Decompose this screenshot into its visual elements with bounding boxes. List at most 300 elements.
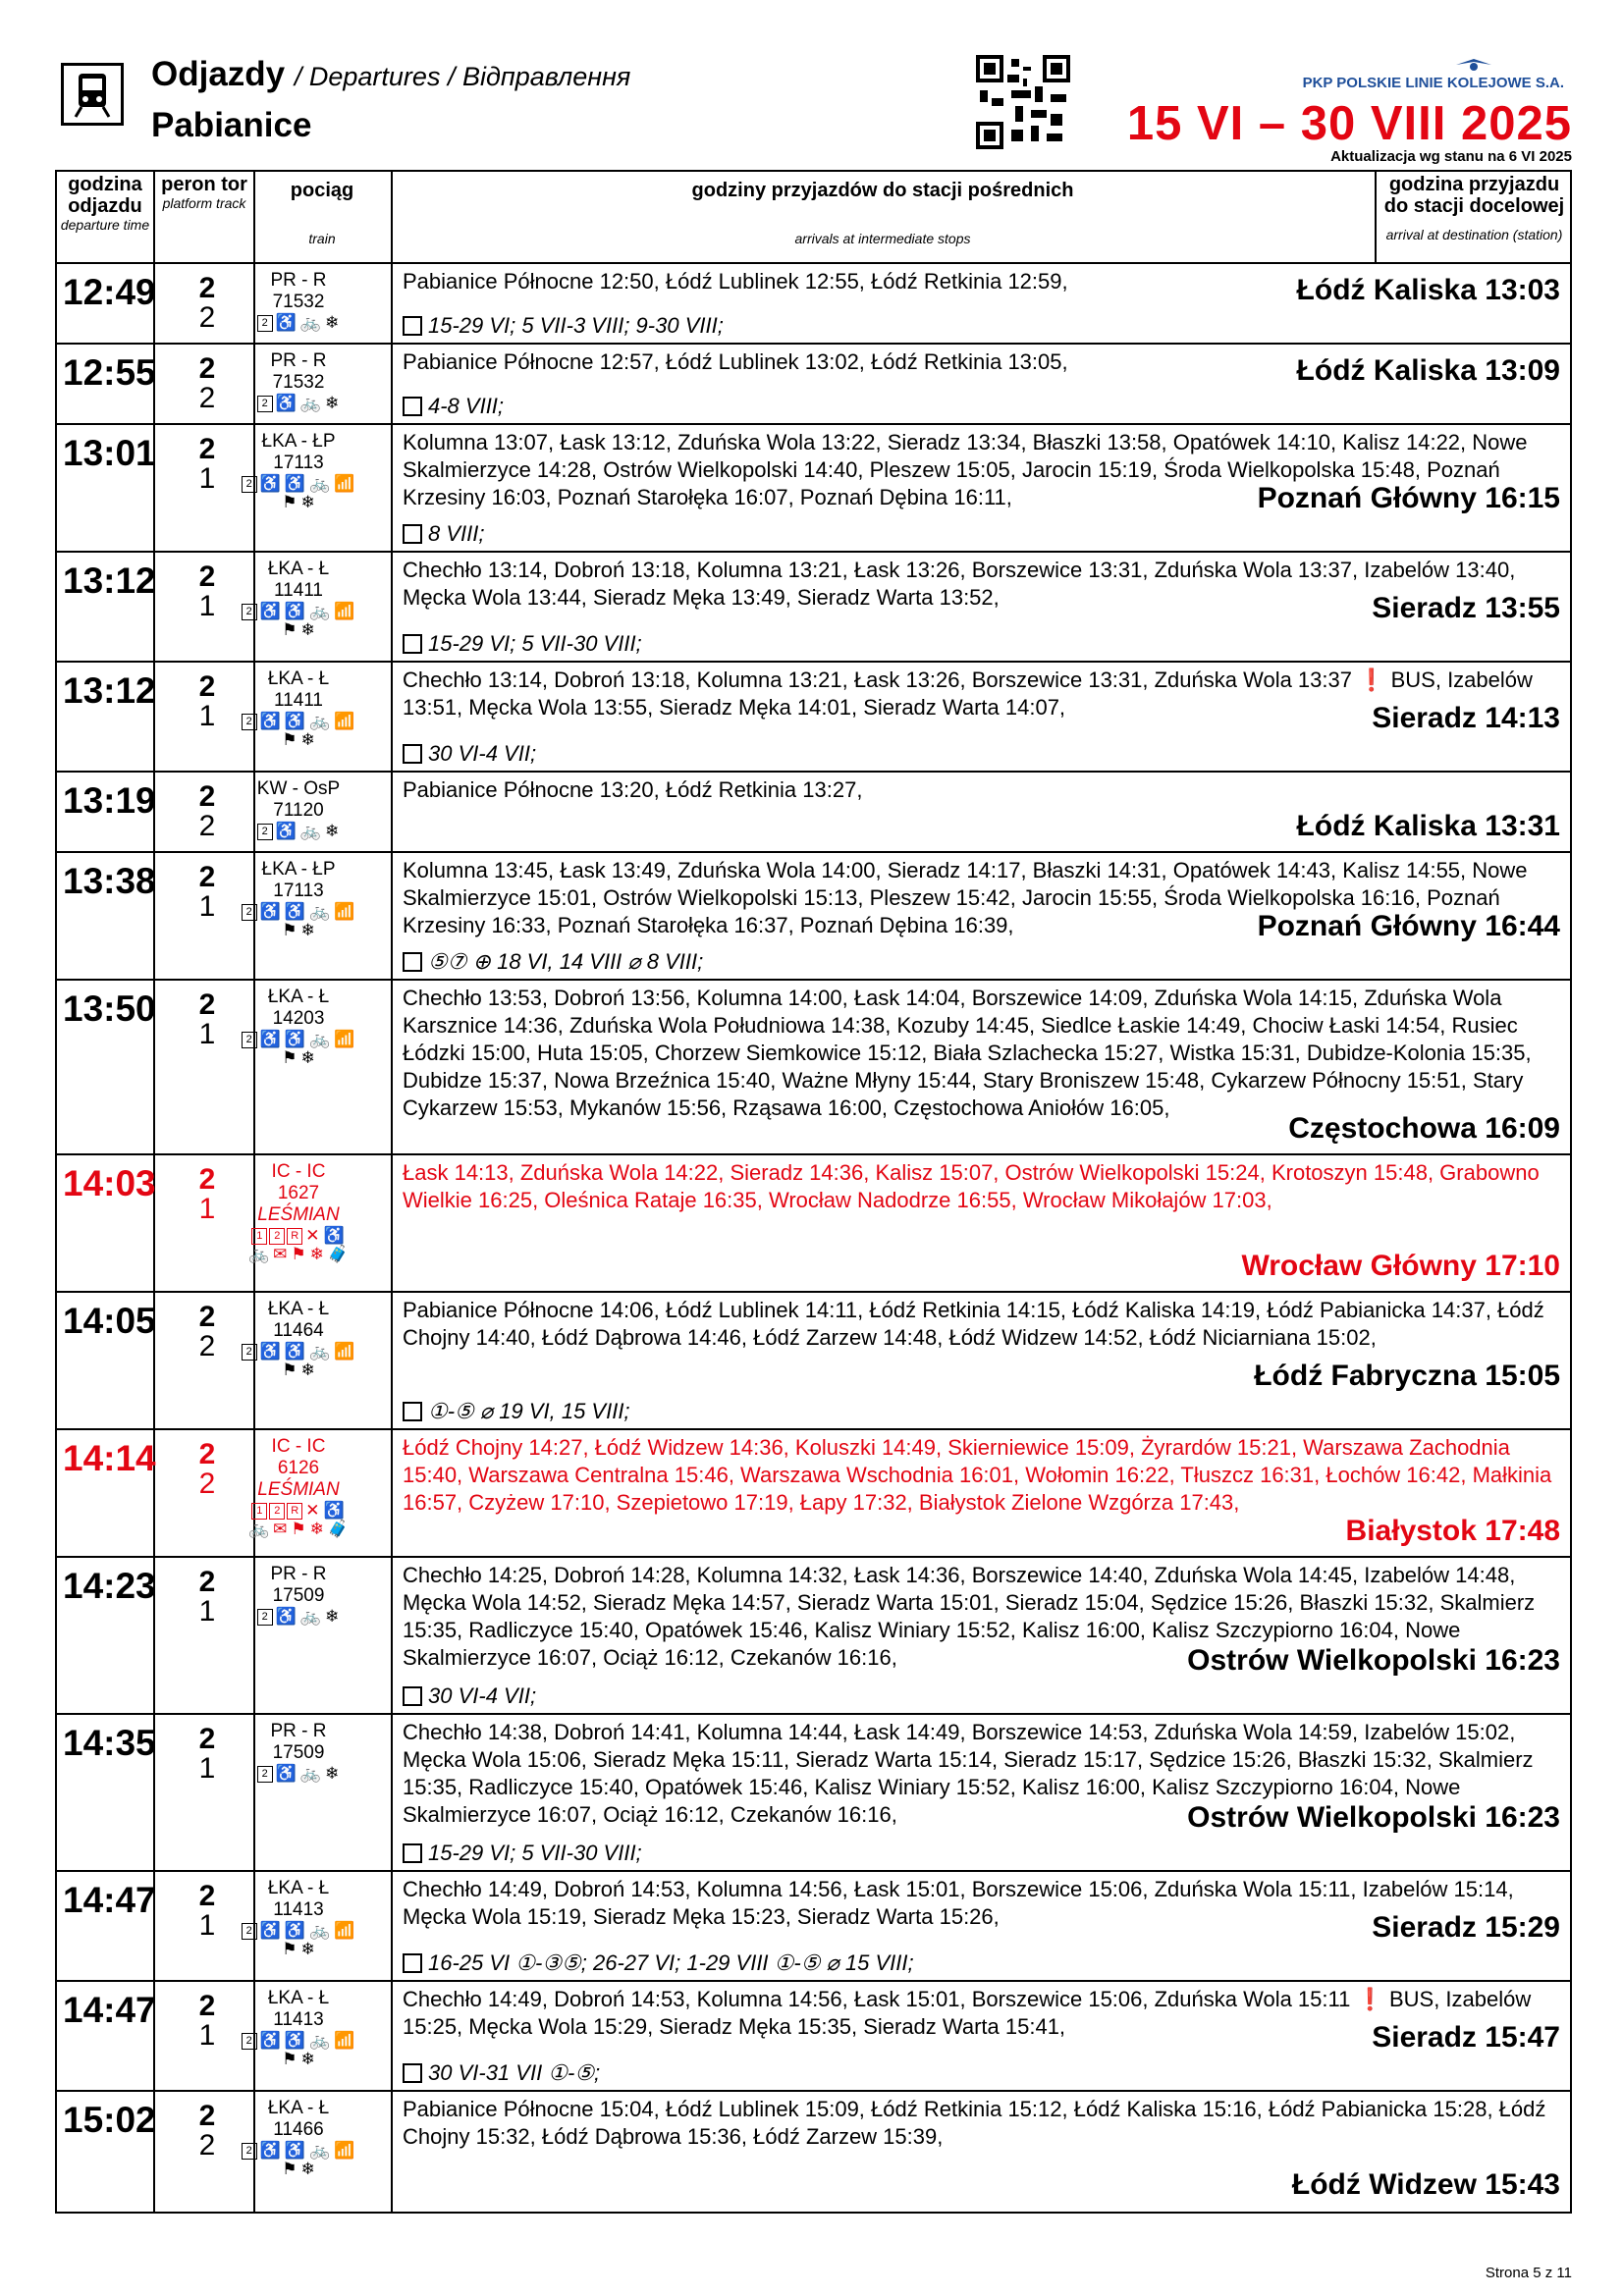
service-icon: ❄ <box>325 822 340 840</box>
train-number: 17509 <box>272 1585 325 1606</box>
platform-track <box>192 435 222 494</box>
service-icon: 🚲 <box>309 1921 331 1940</box>
departure-row <box>57 2092 1570 2212</box>
timetable <box>55 170 1572 2214</box>
track-number: 1 <box>198 1909 216 1942</box>
service-icon: ❄ <box>300 1048 315 1067</box>
platform-track <box>192 672 222 731</box>
departure-time: 13:12 <box>63 670 156 711</box>
train-number: 11464 <box>273 1320 324 1341</box>
service-icons <box>240 714 357 749</box>
platform-number: 2 <box>198 561 216 593</box>
train-number: 71120 <box>273 800 324 821</box>
service-icon: ❄ <box>300 921 315 939</box>
operator-name: PKP POLSKIE LINIE KOLEJOWE S.A. <box>1302 75 1564 91</box>
departure-time: 14:47 <box>63 1990 156 2030</box>
service-icon: ❄ <box>309 1520 324 1538</box>
destination: Ostrów Wielkopolski 16:23 <box>1187 1644 1560 1677</box>
track-number: 2 <box>198 1330 216 1362</box>
platform-number: 2 <box>198 1163 216 1196</box>
platform-track <box>192 562 222 621</box>
service-icon: ♿ <box>259 1030 281 1048</box>
track-number: 1 <box>198 1018 216 1050</box>
calendar-text: 8 VIII; <box>428 521 485 546</box>
track-number: 2 <box>198 2129 216 2162</box>
calendar-text: ①-⑤ ⌀ 19 VI, 15 VIII; <box>428 1399 630 1423</box>
train-info <box>240 1299 357 1379</box>
track-number: 1 <box>198 2019 216 2052</box>
departure-time: 14:23 <box>63 1566 156 1606</box>
destination: Poznań Główny 16:15 <box>1257 482 1560 514</box>
pkp-logo <box>1302 55 1572 94</box>
service-icons <box>240 396 357 412</box>
intermediate-stops: Chechło 14:49, Dobroń 14:53, Kolumna 14:56, Łask 15:01, Borszewice 15:06, Zduńska Wola 15:11, Izabelów 15:14, Męcka Wola 15:19, Sieradz Męka 15:23, Sieradz Warta 15:26, <box>403 1877 1514 1929</box>
calendar-note <box>403 1950 914 1976</box>
train-info <box>240 668 357 749</box>
track-number: 1 <box>198 1595 216 1628</box>
header <box>55 55 1572 171</box>
train-info <box>240 2098 357 2178</box>
departure-row <box>57 1558 1570 1715</box>
train-info <box>240 559 357 639</box>
service-icons <box>240 476 357 511</box>
service-icon: 🚲 <box>299 1607 322 1626</box>
platform-number: 2 <box>198 988 216 1021</box>
calendar-note <box>403 741 536 767</box>
platform-number: 2 <box>198 1566 216 1598</box>
intermediate-stops: Chechło 13:14, Dobroń 13:18, Kolumna 13:21, Łask 13:26, Borszewice 13:31, Zduńska Wola 13:37, Izabelów 13:40, Męcka Wola 13:44, Sieradz Męka 13:49, Sieradz Warta 13:52, <box>403 558 1516 610</box>
train-category: ŁKA - Ł <box>267 559 330 579</box>
platform-number: 2 <box>198 1990 216 2022</box>
platform-number: 2 <box>198 1880 216 1912</box>
intermediate-stops: Kolumna 13:45, Łask 13:49, Zduńska Wola 14:00, Sieradz 14:17, Błaszki 14:31, Opatówek 14:43, Kalisz 14:55, Nowe Skalmierzyce 15:01, Ostrów Wielkopolski 15:13, Pleszew 15:42, Jarocin 15:55, Środa Wielkopolska 16:16, Poznań Krzesiny 16:33, Poznań Starołęka 16:37, Poznań Dębina 16:39, <box>403 858 1528 937</box>
departure-time: 15:02 <box>63 2100 156 2140</box>
train-category: IC - IC <box>271 1161 326 1182</box>
platform-number: 2 <box>198 1301 216 1333</box>
departure-time: 13:01 <box>63 433 156 473</box>
departure-row <box>57 773 1570 853</box>
train-info <box>240 1878 357 1958</box>
platform-track <box>192 990 222 1049</box>
destination: Wrocław Główny 17:10 <box>1241 1250 1560 1282</box>
service-icons <box>240 824 357 840</box>
service-icon: ⚑ <box>282 921 298 939</box>
departure-time: 14:35 <box>63 1723 156 1763</box>
service-icon: 🚲 <box>309 2141 331 2160</box>
departure-row <box>57 853 1570 981</box>
service-icons <box>240 1228 357 1263</box>
platform-number: 2 <box>198 861 216 893</box>
train-category: IC - IC <box>271 1436 326 1457</box>
departure-row <box>57 1982 1570 2092</box>
track-number: 1 <box>198 890 216 923</box>
calendar-icon <box>403 634 422 654</box>
service-icon: ❄ <box>325 394 340 412</box>
calendar-note <box>403 631 642 657</box>
service-icon: ♿ <box>275 313 297 332</box>
service-icon: 🚲 <box>309 474 331 493</box>
train-number: 11411 <box>273 690 323 711</box>
calendar-note <box>403 521 484 547</box>
service-icon: ❄ <box>300 493 315 511</box>
intermediate-stops: Chechło 13:53, Dobroń 13:56, Kolumna 14:00, Łask 14:04, Borszewice 14:09, Zduńska Wola 14:15, Zduńska Wola Karsznice 14:36, Zduńska Wola Południowa 14:38, Kozuby 14:45, Siedlce Łaskie 14:49, Chociw Łaski 14:54, Rusiec Łódzki 15:00, Huta 15:05, Chorzew Siemkowice 15:12, Biała Szlachecka 15:27, Wistka 15:31, Dubidze-Kolonia 15:35, Dubidze 15:37, Nowa Brzeźnica 15:40, Ważne Młyny 15:44, Stary Broniszew 15:48, Cykarzew Północny 15:51, Stary Cykarzew 15:53, Mykanów 15:56, Rząsawa 16:00, Częstochowa Aniołów 16:05, <box>403 986 1532 1120</box>
update-note: Aktualizacja wg stanu na 6 VI 2025 <box>1330 148 1572 165</box>
service-icon: ✉ <box>273 1245 288 1263</box>
service-icon: 🚲 <box>247 1520 270 1538</box>
calendar-text: 15-29 VI; 5 VII-3 VIII; 9-30 VIII; <box>428 313 724 338</box>
track-number: 1 <box>198 1752 216 1785</box>
departure-row <box>57 1715 1570 1872</box>
service-icon: 2 <box>257 1766 273 1783</box>
calendar-note <box>403 949 703 975</box>
departure-row <box>57 345 1570 425</box>
platform-number: 2 <box>198 780 216 813</box>
train-number: 14203 <box>272 1008 325 1029</box>
train-category: ŁKA - Ł <box>267 1878 330 1898</box>
page-number: Strona 5 z 11 <box>1485 2265 1572 2281</box>
track-number: 2 <box>198 810 216 842</box>
service-icon: ❄ <box>300 1940 315 1958</box>
service-icon: ❄ <box>300 2050 315 2068</box>
service-icon: ⚑ <box>282 2050 298 2068</box>
train-category: ŁKA - Ł <box>267 2098 330 2118</box>
service-icon: 🚲 <box>299 1764 322 1783</box>
service-icon: ♿ <box>323 1501 345 1520</box>
service-icon: 🚲 <box>309 1030 331 1048</box>
departure-time: 12:55 <box>63 352 156 393</box>
service-icon: 2 <box>242 2033 257 2050</box>
departure-time: 14:03 <box>63 1163 156 1203</box>
calendar-text: 15-29 VI; 5 VII-30 VIII; <box>428 631 642 656</box>
service-icons <box>240 604 357 639</box>
calendar-text: 30 VI-4 VII; <box>428 1683 537 1708</box>
service-icon: ♿ <box>259 2031 281 2050</box>
service-icon: 2 <box>257 396 273 412</box>
departure-time: 13:19 <box>63 780 156 821</box>
departure-time: 14:05 <box>63 1301 156 1341</box>
platform-number: 2 <box>198 1723 216 1755</box>
train-category: PR - R <box>270 1564 327 1584</box>
platform-track <box>192 1882 222 1941</box>
train-name: LEŚMIAN <box>257 1204 340 1225</box>
platform-track <box>192 274 222 333</box>
platform-track <box>192 782 222 841</box>
service-icon: 📶 <box>334 474 355 493</box>
service-icons <box>240 2033 357 2068</box>
service-icon: ⚑ <box>291 1245 306 1263</box>
service-icon: 🧳 <box>327 1520 350 1538</box>
service-icon: 📶 <box>334 902 355 921</box>
service-icon: R <box>287 1228 302 1245</box>
departure-row <box>57 264 1570 345</box>
departure-time: 14:47 <box>63 1880 156 1920</box>
service-icon: 🚲 <box>309 1342 331 1361</box>
calendar-note <box>403 1683 536 1709</box>
service-icon: 📶 <box>334 1030 355 1048</box>
train-category: KW - OsP <box>256 778 341 799</box>
service-icon: ♿ <box>259 1342 281 1361</box>
service-icons <box>240 1609 357 1626</box>
calendar-note <box>403 313 724 339</box>
calendar-icon <box>403 1843 422 1863</box>
destination: Poznań Główny 16:44 <box>1257 910 1560 942</box>
train-number: 11413 <box>273 2009 324 2030</box>
train-info <box>240 350 357 412</box>
intermediate-stops: Pabianice Północne 12:50, Łódź Lublinek 12:55, Łódź Retkinia 12:59, <box>403 269 1068 294</box>
train-category: ŁKA - Ł <box>267 668 330 689</box>
departure-time: 13:38 <box>63 861 156 901</box>
service-icon: ♿ <box>284 2141 305 2160</box>
train-category: ŁKA - Ł <box>267 987 330 1007</box>
service-icon: 2 <box>257 1609 273 1626</box>
train-info <box>240 431 357 511</box>
destination: Łódź Kaliska 13:03 <box>1296 274 1560 306</box>
train-number: 17509 <box>272 1742 325 1763</box>
service-icon: ♿ <box>284 602 305 620</box>
platform-track <box>192 1992 222 2051</box>
service-icon: 🚲 <box>299 394 322 412</box>
departure-row <box>57 1293 1570 1430</box>
destination: Sieradz 15:47 <box>1372 2021 1560 2054</box>
service-icon: ⚑ <box>282 730 298 749</box>
train-number: 1627 <box>277 1183 320 1203</box>
destination: Sieradz 14:13 <box>1372 702 1560 734</box>
intermediate-stops: Pabianice Północne 12:57, Łódź Lublinek 13:02, Łódź Retkinia 13:05, <box>403 349 1068 374</box>
service-icon: 2 <box>242 476 257 493</box>
service-icons <box>240 2143 357 2178</box>
service-icon: ♿ <box>284 902 305 921</box>
service-icon: ♿ <box>275 822 297 840</box>
platform-track <box>192 1725 222 1784</box>
calendar-note <box>403 394 504 419</box>
train-number: 71532 <box>272 372 325 393</box>
service-icon: 📶 <box>334 2141 355 2160</box>
platform-track <box>192 2102 222 2161</box>
service-icon: 🚲 <box>299 822 322 840</box>
platform-track <box>192 1165 222 1224</box>
calendar-note <box>403 1399 630 1424</box>
service-icon: ♿ <box>284 712 305 730</box>
service-icon: ♿ <box>323 1226 345 1245</box>
departure-time: 13:50 <box>63 988 156 1029</box>
header-train: pociąg train <box>290 180 354 246</box>
service-icon: ♿ <box>259 1921 281 1940</box>
platform-number: 2 <box>198 2100 216 2132</box>
platform-track <box>192 1568 222 1627</box>
track-number: 2 <box>198 301 216 334</box>
service-icon: ❄ <box>325 1607 340 1626</box>
departure-row <box>57 1430 1570 1558</box>
train-info <box>240 987 357 1067</box>
service-icon: ❄ <box>300 730 315 749</box>
table-header <box>57 172 1570 264</box>
service-icon: 2 <box>257 824 273 840</box>
train-info <box>240 270 357 332</box>
track-number: 2 <box>198 382 216 414</box>
service-icon: 🧳 <box>327 1245 350 1263</box>
service-icon: ⚑ <box>282 2160 298 2178</box>
calendar-icon <box>403 316 422 336</box>
header-time: godzina odjazdu departure time <box>60 174 150 233</box>
service-icons <box>240 1923 357 1958</box>
train-category: ŁKA - ŁP <box>261 859 336 880</box>
departure-time: 13:12 <box>63 561 156 601</box>
header-destination: godzina przyjazdu do stacji docelowej arrival at destination (station) <box>1383 174 1565 242</box>
train-info <box>240 1988 357 2068</box>
service-icon: ♿ <box>259 602 281 620</box>
service-icons <box>240 1766 357 1783</box>
service-icon: 2 <box>242 1923 257 1940</box>
calendar-icon <box>403 1686 422 1706</box>
header-platform: peron tor platform track <box>161 174 247 211</box>
train-number: 17113 <box>273 881 324 901</box>
departure-row <box>57 553 1570 663</box>
train-icon <box>61 63 124 126</box>
departure-row <box>57 425 1570 553</box>
calendar-icon <box>403 1402 422 1421</box>
service-icon: 2 <box>242 2143 257 2160</box>
calendar-icon <box>403 1953 422 1973</box>
service-icon: ♿ <box>275 1607 297 1626</box>
service-icons <box>240 904 357 939</box>
calendar-note <box>403 1841 642 1866</box>
destination: Częstochowa 16:09 <box>1288 1112 1560 1145</box>
intermediate-stops: Pabianice Północne 14:06, Łódź Lublinek 14:11, Łódź Retkinia 14:15, Łódź Kaliska 14:19, Łódź Pabianicka 14:37, Łódź Chojny 14:40, Łódź Dąbrowa 14:46, Łódź Zarzew 14:48, Łódź Widzew 14:52, Łódź Niciarniana 15:02, <box>403 1298 1544 1350</box>
service-icon: 📶 <box>334 712 355 730</box>
service-icon: ⚑ <box>282 493 298 511</box>
calendar-text: 4-8 VIII; <box>428 394 505 418</box>
track-number: 1 <box>198 590 216 622</box>
calendar-text: ⑤⑦ ⊕ 18 VI, 14 VIII ⌀ 8 VIII; <box>428 949 704 974</box>
service-icons <box>240 315 357 332</box>
intermediate-stops: Łask 14:13, Zduńska Wola 14:22, Sieradz 14:36, Kalisz 15:07, Ostrów Wielkopolski 15:24, Krotoszyn 15:48, Grabowno Wielkie 16:25, Oleśnica Rataje 16:35, Wrocław Nadodrze 16:55, Wrocław Mikołajów 17:03, <box>403 1160 1540 1212</box>
calendar-text: 30 VI-4 VII; <box>428 741 537 766</box>
service-icon: 📶 <box>334 1342 355 1361</box>
service-icon: 1 <box>251 1503 267 1520</box>
departure-row <box>57 981 1570 1155</box>
station-name: Pabianice <box>151 106 312 144</box>
service-icon: ✉ <box>273 1520 288 1538</box>
train-info <box>240 1436 357 1538</box>
service-icon: ⚑ <box>282 1361 298 1379</box>
platform-number: 2 <box>198 272 216 304</box>
intermediate-stops: Chechło 14:49, Dobroń 14:53, Kolumna 14:56, Łask 15:01, Borszewice 15:06, Zduńska Wola 15:11 ❗ BUS, Izabelów 15:25, Męcka Wola 15:29, Sieradz Męka 15:35, Sieradz Warta 15:41, <box>403 1987 1532 2039</box>
service-icon: ♿ <box>275 394 297 412</box>
service-icon: ❄ <box>325 313 340 332</box>
train-number: 6126 <box>277 1458 320 1478</box>
destination: Łódź Kaliska 13:31 <box>1296 810 1560 842</box>
service-icon: ❄ <box>300 2160 315 2178</box>
calendar-icon <box>403 397 422 416</box>
intermediate-stops: Kolumna 13:07, Łask 13:12, Zduńska Wola 13:22, Sieradz 13:34, Błaszki 13:58, Opatówek 14:10, Kalisz 14:22, Nowe Skalmierzyce 14:28, Ostrów Wielkopolski 14:40, Pleszew 15:05, Jarocin 15:19, Środa Wielkopolska 15:48, Poznań Krzesiny 16:03, Poznań Starołęka 16:07, Poznań Dębina 16:11, <box>403 430 1528 509</box>
train-category: PR - R <box>270 350 327 371</box>
service-icon: ⚑ <box>291 1520 306 1538</box>
service-icon: 🚲 <box>299 313 322 332</box>
service-icon: 📶 <box>334 1921 355 1940</box>
service-icon: 📶 <box>334 2031 355 2050</box>
calendar-note <box>403 2060 600 2086</box>
train-category: ŁKA - Ł <box>267 1299 330 1319</box>
departure-time: 14:14 <box>63 1438 156 1478</box>
intermediate-stops: Pabianice Północne 13:20, Łódź Retkinia 13:27, <box>403 777 863 802</box>
service-icon: 1 <box>251 1228 267 1245</box>
intermediate-stops: Chechło 14:25, Dobroń 14:28, Kolumna 14:32, Łask 14:36, Borszewice 14:40, Zduńska Wola 14:45, Izabelów 14:48, Męcka Wola 14:52, Sieradz Męka 14:57, Sieradz Warta 15:01, Sieradz 15:04, Sędzice 15:26, Błaszki 15:32, Skalmierz 15:35, Radliczyce 15:40, Opatówek 15:46, Kalisz Winiary 15:52, Kalisz 16:00, Kalisz Szczypiorno 16:04, Nowe Skalmierzyce 16:07, Ociąż 16:12, Czekanów 16:16, <box>403 1563 1536 1670</box>
train-number: 11466 <box>273 2119 324 2140</box>
service-icon: ✕ <box>305 1226 320 1245</box>
platform-number: 2 <box>198 670 216 703</box>
departure-row <box>57 663 1570 773</box>
service-icon: ♿ <box>284 1342 305 1361</box>
service-icon: 2 <box>242 1032 257 1048</box>
platform-track <box>192 1303 222 1362</box>
service-icon: ♿ <box>275 1764 297 1783</box>
train-category: PR - R <box>270 1721 327 1741</box>
service-icon: ⚑ <box>282 1048 298 1067</box>
service-icon: ♿ <box>284 1030 305 1048</box>
platform-track <box>192 863 222 922</box>
destination: Łódź Widzew 15:43 <box>1291 2168 1560 2201</box>
service-icon: ❄ <box>325 1764 340 1783</box>
destination: Łódź Kaliska 13:09 <box>1296 354 1560 387</box>
departure-row <box>57 1872 1570 1982</box>
service-icon: 🚲 <box>309 602 331 620</box>
platform-number: 2 <box>198 352 216 385</box>
calendar-icon <box>403 744 422 764</box>
track-number: 1 <box>198 462 216 495</box>
service-icon: 🚲 <box>309 902 331 921</box>
service-icon: ⚑ <box>282 1940 298 1958</box>
platform-number: 2 <box>198 1438 216 1470</box>
service-icon: 2 <box>269 1228 285 1245</box>
service-icons <box>240 1344 357 1379</box>
train-number: 71532 <box>272 292 325 312</box>
train-number: 17113 <box>273 453 324 473</box>
service-icon: ⚑ <box>282 620 298 639</box>
train-info <box>240 1721 357 1783</box>
service-icon: ♿ <box>259 2141 281 2160</box>
page-title: Odjazdy / Departures / Відправлення <box>151 55 631 93</box>
service-icon: ♿ <box>259 474 281 493</box>
service-icon: ♿ <box>284 2031 305 2050</box>
platform-track <box>192 1440 222 1499</box>
train-info <box>240 859 357 939</box>
service-icon: 2 <box>242 904 257 921</box>
service-icon: R <box>287 1503 302 1520</box>
departure-time: 12:49 <box>63 272 156 312</box>
train-info <box>240 1564 357 1626</box>
service-icon: ♿ <box>259 902 281 921</box>
track-number: 1 <box>198 1193 216 1225</box>
destination: Sieradz 15:29 <box>1372 1911 1560 1944</box>
train-category: PR - R <box>270 270 327 291</box>
service-icon: 2 <box>242 1344 257 1361</box>
validity-period: 15 VI – 30 VIII 2025 <box>1126 97 1572 150</box>
calendar-text: 16-25 VI ①-③⑤; 26-27 VI; 1-29 VIII ①-⑤ ⌀ 15 VIII; <box>428 1950 914 1975</box>
intermediate-stops: Pabianice Północne 15:04, Łódź Lublinek 15:09, Łódź Retkinia 15:12, Łódź Kaliska 15:16, Łódź Pabianicka 15:28, Łódź Chojny 15:32, Łódź Dąbrowa 15:36, Łódź Zarzew 15:39, <box>403 2097 1546 2149</box>
train-info <box>240 1161 357 1263</box>
train-name: LEŚMIAN <box>257 1479 340 1500</box>
platform-track <box>192 354 222 413</box>
service-icons <box>240 1032 357 1067</box>
service-icon: ✕ <box>305 1501 320 1520</box>
service-icon: ❄ <box>309 1245 324 1263</box>
train-number: 11413 <box>273 1899 324 1920</box>
calendar-text: 30 VI-31 VII ①-⑤; <box>428 2060 601 2085</box>
train-category: ŁKA - ŁP <box>261 431 336 452</box>
service-icon: 2 <box>257 315 273 332</box>
service-icon: ♿ <box>259 712 281 730</box>
train-category: ŁKA - Ł <box>267 1988 330 2008</box>
